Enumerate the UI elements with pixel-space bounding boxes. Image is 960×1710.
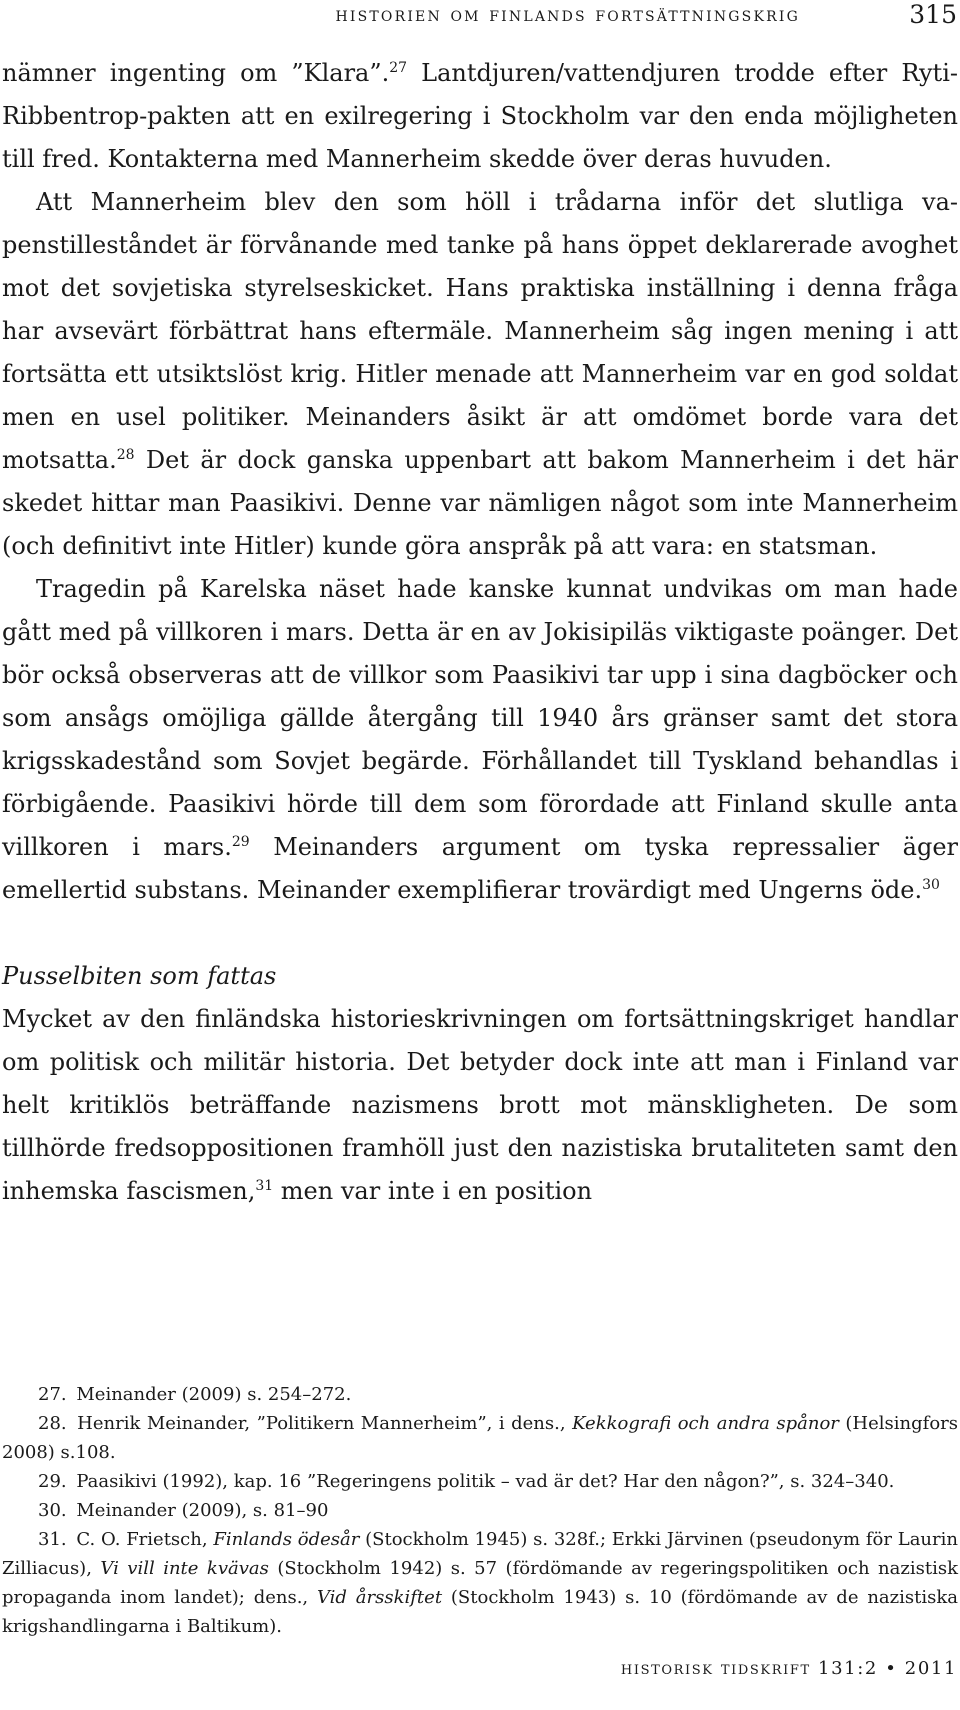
footnote-number: 27.	[38, 1384, 67, 1405]
running-head: historien om finlands fortsättningskrig	[335, 2, 800, 26]
footnote-text: (Stockholm 1942) s. 57 (fördömande av regeringspolitiken och nazistisk propaganda inom landet); dens.,	[2, 1558, 958, 1608]
footnote-title: Finlands ödesår	[213, 1529, 360, 1550]
paragraph-3	[2, 568, 958, 912]
paragraph-text: Meinanders argument om tyska repressalier äger emellertid substans. Meinander exemplifierar trovärdigt med Ungerns öde.	[2, 833, 958, 904]
footnote-text: Henrik Meinander, ”Politikern Mannerheim”, i dens.,	[77, 1413, 573, 1434]
journal-info: historisk tidskrift 131:2 • 2011	[620, 1658, 957, 1679]
footnote-ref-28: 28	[116, 447, 135, 463]
page-header	[0, 0, 960, 34]
paragraph-text: Det är dock ganska uppenbart att bakom Mannerheim i det här skedet hittar man Paasikivi. Denne var nämligen något som inte Mannerheim (och definitivt inte Hitler) kunde göra anspråk på att vara: en statsman.	[2, 446, 958, 560]
page-number: 315	[909, 0, 957, 29]
paragraph-text: Att Mannerheim blev den som höll i trådarna inför det slutliga vapenstilleståndet är förvånande med tanke på hans öppet deklarerade avoghet mot det sovjetiska styrelseskicket. Hans praktiska inställning i denna fråga har avsevärt förbättrat hans eftermäle. Mannerheim såg ingen mening i att fortsätta ett utsiktslöst krig. Hitler menade att Mannerheim var en god soldat men en usel politiker. Meinanders åsikt är att omdömet borde vara det motsatta.	[2, 188, 958, 474]
footnotes	[2, 1380, 958, 1641]
footnote-ref-27: 27	[389, 60, 408, 76]
section-spacer	[2, 912, 958, 955]
paragraph-text: Mycket av den finländska historieskrivningen om fortsättningskriget handlar om politisk och militär historia. Det betyder dock inte att man i Finland var helt kritiklös beträffande nazismens brott mot mänskligheten. De som tillhörde fredsoppositionen framhöll just den nazistiska brutaliteten samt den inhemska fascismen,	[2, 1005, 958, 1205]
footnote-31	[2, 1525, 958, 1641]
footnote-title: Vi vill inte kvävas	[100, 1558, 269, 1579]
footnote-text: Meinander (2009) s. 254–272.	[76, 1384, 352, 1405]
footnote-text: (Stockholm 1945) s. 328f.; Erkki Järvinen (pseudonym för Laurin Zilliacus),	[2, 1529, 958, 1579]
paragraph-text: nämner ingenting om ”Klara”.	[2, 59, 390, 87]
footnote-number: 31.	[38, 1529, 67, 1550]
paragraph-1	[2, 52, 958, 181]
paragraph-2	[2, 181, 958, 568]
footnote-number: 28.	[38, 1413, 67, 1434]
footnote-29	[2, 1467, 958, 1496]
footnote-ref-30: 30	[922, 877, 940, 893]
footnote-text: (Stockholm 1943) s. 10 (fördömande av de nazistiska krigshandlingarna i Baltikum).	[2, 1587, 958, 1637]
footnote-number: 29.	[38, 1471, 67, 1492]
footnote-text: Paasikivi (1992), kap. 16 ”Regeringens politik – vad är det? Har den någon?”, s. 324–340.	[76, 1471, 895, 1492]
footnote-ref-31: 31	[255, 1178, 274, 1194]
section-heading: Pusselbiten som fattas	[2, 962, 277, 990]
article-body	[2, 52, 958, 1213]
footnote-text: (Helsingfors 2008) s.108.	[2, 1413, 958, 1463]
footnote-28	[2, 1409, 958, 1467]
paragraph-text: men var inte i en position	[273, 1177, 593, 1205]
footnote-text: C. O. Frietsch,	[76, 1529, 214, 1550]
paragraph-text: Tragedin på Karelska näset hade kanske kunnat undvikas om man hade gått med på villkoren i mars. Detta är en av Jokisipiläs viktigaste poänger. Det bör också observeras att de villkor som Paasikivi tar upp i sina dagböcker och som ansågs omöjliga gällde återgång till 1940 års gränser samt det stora krigsskadestånd som Sovjet begärde. Förhållandet till Tyskland behandlas i förbigående. Paasikivi hörde till dem som förordade att Finland skulle anta villkoren i mars.	[2, 575, 958, 861]
paragraph-text: Lantdjuren/vattendjuren trodde efter Ryti-Ribbentrop-pakten att en exilregering i Stockholm var den enda möjligheten till fred. Kontakterna med Mannerheim skedde över deras huvuden.	[2, 59, 958, 173]
footnote-number: 30.	[38, 1500, 67, 1521]
footnote-30	[2, 1496, 958, 1525]
paragraph-4	[2, 998, 958, 1213]
footnote-27	[2, 1380, 958, 1409]
footnote-title: Kekkografi och andra spånor	[572, 1413, 839, 1434]
page-footer	[621, 1658, 957, 1679]
footnote-ref-29: 29	[231, 834, 250, 850]
footnote-text: Meinander (2009), s. 81–90	[76, 1500, 329, 1521]
footnote-title: Vid årsskiftet	[316, 1587, 443, 1608]
